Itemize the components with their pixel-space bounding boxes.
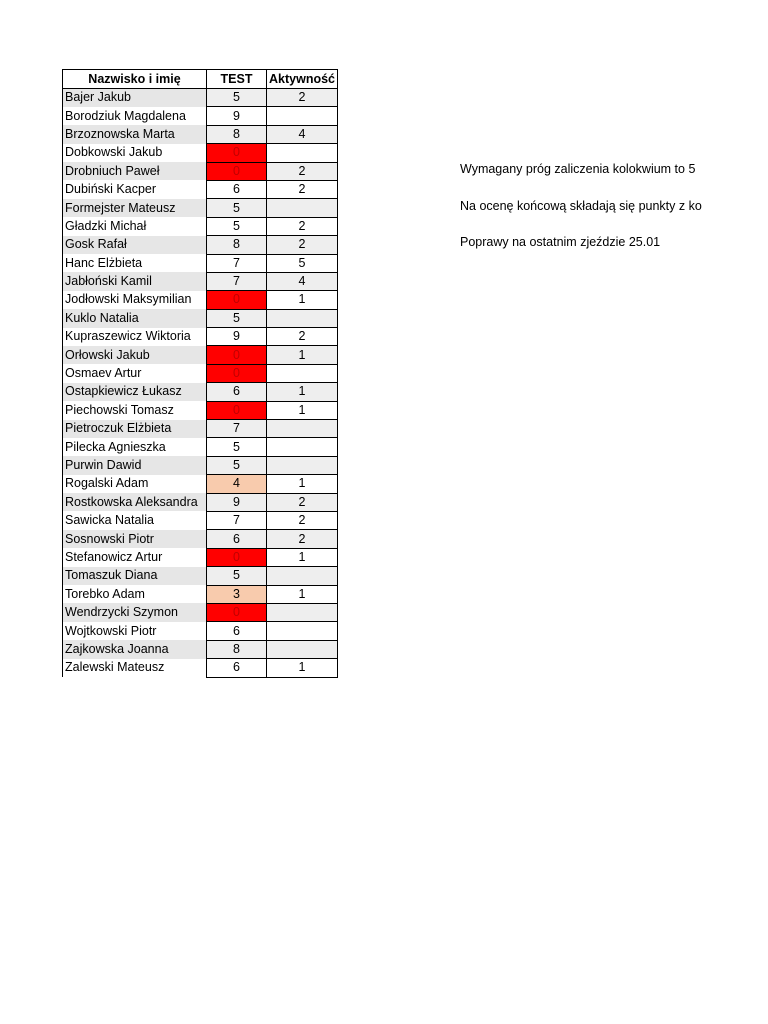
activity-score-cell: 2 bbox=[267, 530, 338, 548]
student-name-cell: Ostapkiewicz Łukasz bbox=[63, 383, 207, 401]
test-score-cell: 0 bbox=[207, 162, 267, 180]
table-row bbox=[63, 217, 338, 235]
activity-score-cell: 2 bbox=[267, 493, 338, 511]
test-score-cell: 9 bbox=[207, 328, 267, 346]
table-row bbox=[63, 107, 338, 125]
activity-score-cell: 2 bbox=[267, 236, 338, 254]
test-score-cell: 5 bbox=[207, 89, 267, 107]
table-row bbox=[63, 309, 338, 327]
student-name-cell: Sawicka Natalia bbox=[63, 511, 207, 529]
test-score-cell: 5 bbox=[207, 309, 267, 327]
activity-score-cell bbox=[267, 420, 338, 438]
table-row bbox=[63, 272, 338, 290]
test-score-cell: 0 bbox=[207, 401, 267, 419]
table-row bbox=[63, 548, 338, 566]
table-row bbox=[63, 511, 338, 529]
table-row bbox=[63, 622, 338, 640]
activity-score-cell: 4 bbox=[267, 125, 338, 143]
activity-score-cell: 2 bbox=[267, 328, 338, 346]
student-name-cell: Rostkowska Aleksandra bbox=[63, 493, 207, 511]
student-name-cell: Drobniuch Paweł bbox=[63, 162, 207, 180]
activity-score-cell bbox=[267, 107, 338, 125]
activity-score-cell: 2 bbox=[267, 511, 338, 529]
activity-score-cell bbox=[267, 364, 338, 382]
student-name-cell: Purwin Dawid bbox=[63, 456, 207, 474]
test-score-cell: 6 bbox=[207, 530, 267, 548]
table-row bbox=[63, 603, 338, 621]
test-score-cell: 5 bbox=[207, 438, 267, 456]
test-score-cell: 4 bbox=[207, 475, 267, 493]
header-aktywnosc: Aktywność bbox=[267, 70, 338, 89]
activity-score-cell bbox=[267, 199, 338, 217]
activity-score-cell bbox=[267, 456, 338, 474]
activity-score-cell bbox=[267, 640, 338, 658]
activity-score-cell: 2 bbox=[267, 162, 338, 180]
test-score-cell: 0 bbox=[207, 291, 267, 309]
table-row bbox=[63, 364, 338, 382]
activity-score-cell: 1 bbox=[267, 346, 338, 364]
student-name-cell: Hanc Elżbieta bbox=[63, 254, 207, 272]
test-score-cell: 7 bbox=[207, 254, 267, 272]
grades-table bbox=[62, 69, 338, 678]
table-row bbox=[63, 401, 338, 419]
test-score-cell: 5 bbox=[207, 199, 267, 217]
test-score-cell: 8 bbox=[207, 236, 267, 254]
note-retake-date: Poprawy na ostatnim zjeździe 25.01 bbox=[460, 235, 661, 249]
student-name-cell: Pietroczuk Elżbieta bbox=[63, 420, 207, 438]
activity-score-cell: 1 bbox=[267, 383, 338, 401]
table-row bbox=[63, 475, 338, 493]
student-name-cell: Brzoznowska Marta bbox=[63, 125, 207, 143]
activity-score-cell: 5 bbox=[267, 254, 338, 272]
test-score-cell: 7 bbox=[207, 511, 267, 529]
test-score-cell: 0 bbox=[207, 548, 267, 566]
activity-score-cell: 1 bbox=[267, 401, 338, 419]
header-name: Nazwisko i imię bbox=[63, 70, 207, 89]
student-name-cell: Zalewski Mateusz bbox=[63, 659, 207, 677]
test-score-cell: 0 bbox=[207, 603, 267, 621]
student-name-cell: Kupraszewicz Wiktoria bbox=[63, 328, 207, 346]
activity-score-cell bbox=[267, 567, 338, 585]
table-row bbox=[63, 125, 338, 143]
table-row bbox=[63, 659, 338, 677]
table-row bbox=[63, 236, 338, 254]
test-score-cell: 6 bbox=[207, 180, 267, 198]
student-name-cell: Jabłoński Kamil bbox=[63, 272, 207, 290]
table-row bbox=[63, 144, 338, 162]
test-score-cell: 7 bbox=[207, 420, 267, 438]
activity-score-cell: 1 bbox=[267, 585, 338, 603]
note-final-grade: Na ocenę końcową składają się punkty z ko bbox=[460, 199, 702, 213]
student-name-cell: Formejster Mateusz bbox=[63, 199, 207, 217]
student-name-cell: Gładzki Michał bbox=[63, 217, 207, 235]
activity-score-cell bbox=[267, 438, 338, 456]
test-score-cell: 7 bbox=[207, 272, 267, 290]
student-name-cell: Sosnowski Piotr bbox=[63, 530, 207, 548]
test-score-cell: 6 bbox=[207, 383, 267, 401]
student-name-cell: Wojtkowski Piotr bbox=[63, 622, 207, 640]
table-header-row bbox=[63, 70, 338, 89]
table-row bbox=[63, 420, 338, 438]
student-name-cell: Rogalski Adam bbox=[63, 475, 207, 493]
test-score-cell: 8 bbox=[207, 125, 267, 143]
test-score-cell: 6 bbox=[207, 622, 267, 640]
table-row bbox=[63, 438, 338, 456]
activity-score-cell: 1 bbox=[267, 548, 338, 566]
student-name-cell: Wendrzycki Szymon bbox=[63, 603, 207, 621]
student-name-cell: Gosk Rafał bbox=[63, 236, 207, 254]
student-name-cell: Orłowski Jakub bbox=[63, 346, 207, 364]
student-name-cell: Pilecka Agnieszka bbox=[63, 438, 207, 456]
student-name-cell: Osmaev Artur bbox=[63, 364, 207, 382]
table-row bbox=[63, 291, 338, 309]
activity-score-cell bbox=[267, 144, 338, 162]
table-row bbox=[63, 254, 338, 272]
test-score-cell: 0 bbox=[207, 144, 267, 162]
test-score-cell: 5 bbox=[207, 567, 267, 585]
activity-score-cell: 2 bbox=[267, 180, 338, 198]
test-score-cell: 0 bbox=[207, 346, 267, 364]
table-row bbox=[63, 530, 338, 548]
table-row bbox=[63, 640, 338, 658]
table-body bbox=[63, 89, 338, 678]
activity-score-cell: 1 bbox=[267, 659, 338, 677]
table-row bbox=[63, 328, 338, 346]
student-name-cell: Jodłowski Maksymilian bbox=[63, 291, 207, 309]
student-name-cell: Tomaszuk Diana bbox=[63, 567, 207, 585]
student-name-cell: Dubiński Kacper bbox=[63, 180, 207, 198]
table-row bbox=[63, 493, 338, 511]
table-row bbox=[63, 456, 338, 474]
activity-score-cell bbox=[267, 309, 338, 327]
activity-score-cell: 1 bbox=[267, 475, 338, 493]
student-name-cell: Piechowski Tomasz bbox=[63, 401, 207, 419]
header-test: TEST bbox=[207, 70, 267, 89]
student-name-cell: Kuklo Natalia bbox=[63, 309, 207, 327]
activity-score-cell: 1 bbox=[267, 291, 338, 309]
activity-score-cell: 2 bbox=[267, 89, 338, 107]
student-name-cell: Borodziuk Magdalena bbox=[63, 107, 207, 125]
table-row bbox=[63, 346, 338, 364]
table-row bbox=[63, 585, 338, 603]
table-row bbox=[63, 162, 338, 180]
note-passing-threshold: Wymagany próg zaliczenia kolokwium to 5 bbox=[460, 162, 696, 176]
test-score-cell: 9 bbox=[207, 107, 267, 125]
student-name-cell: Bajer Jakub bbox=[63, 89, 207, 107]
test-score-cell: 0 bbox=[207, 364, 267, 382]
student-name-cell: Stefanowicz Artur bbox=[63, 548, 207, 566]
test-score-cell: 9 bbox=[207, 493, 267, 511]
table-row bbox=[63, 383, 338, 401]
activity-score-cell: 4 bbox=[267, 272, 338, 290]
student-name-cell: Zajkowska Joanna bbox=[63, 640, 207, 658]
test-score-cell: 8 bbox=[207, 640, 267, 658]
table-row bbox=[63, 180, 338, 198]
activity-score-cell bbox=[267, 622, 338, 640]
table-row bbox=[63, 199, 338, 217]
table-row bbox=[63, 567, 338, 585]
test-score-cell: 6 bbox=[207, 659, 267, 677]
table-row bbox=[63, 89, 338, 107]
test-score-cell: 5 bbox=[207, 456, 267, 474]
student-name-cell: Torebko Adam bbox=[63, 585, 207, 603]
test-score-cell: 5 bbox=[207, 217, 267, 235]
student-name-cell: Dobkowski Jakub bbox=[63, 144, 207, 162]
activity-score-cell bbox=[267, 603, 338, 621]
test-score-cell: 3 bbox=[207, 585, 267, 603]
activity-score-cell: 2 bbox=[267, 217, 338, 235]
